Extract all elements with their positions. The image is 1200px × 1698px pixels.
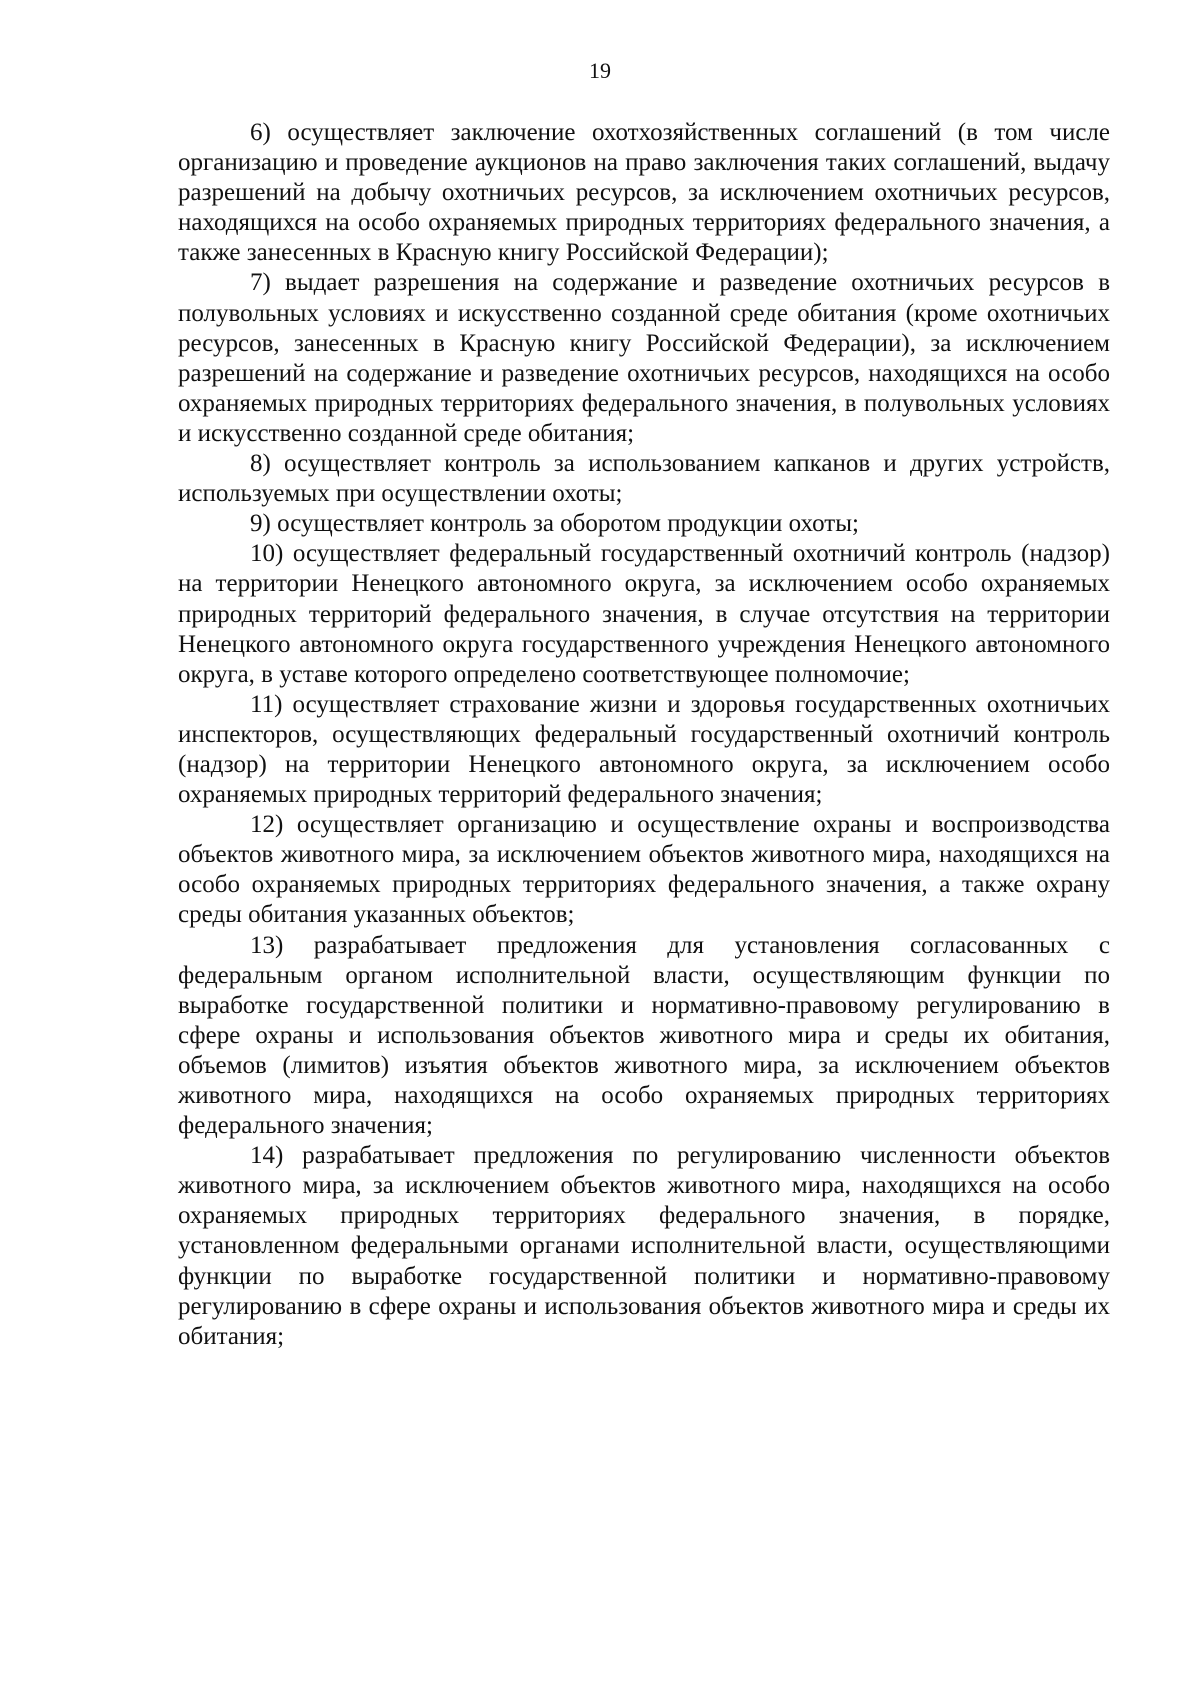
list-item-7: 7) выдает разрешения на содержание и разведение охотничьих ресурсов в полувольных условиях и искусственно созданной среде обитания (кроме охотничьих ресурсов, занесенных в Красную книгу Российской Федерации), за исключением разрешений на содержание и разведение охотничьих ресурсов, находящихся на особо охраняемых природных территориях федерального значения, в полувольных условиях и искусственно созданной среде обитания; [178,269,1110,447]
list-item-11: 11) осуществляет страхование жизни и здоровья государственных охотничьих инспекторов, осуществляющих федеральный государственный охотничий контроль (надзор) на территории Ненецкого автономного округа, за исключением особо охраняемых природных территорий федерального значения; [178,690,1110,809]
list-item-14: 14) разрабатывает предложения по регулированию численности объектов животного мира, за исключением объектов животного мира, находящихся на особо охраняемых природных территориях федерального значения, в порядке, установленном федеральными органами исполнительной власти, осуществляющими функции по выработке государственной политики и нормативно-правовому регулированию в сфере охраны и использования объектов животного мира и среды их обитания; [178,1142,1110,1350]
list-item-9: 9) осуществляет контроль за оборотом продукции охоты; [250,510,859,538]
document-body [178,118,1110,1352]
list-item-13: 13) разрабатывает предложения для установления согласованных с федеральным органом исполнительной власти, осуществляющим функции по выработке государственной политики и нормативно-правовому регулированию в сфере охраны и использования объектов животного мира и среды их обитания, объемов (лимитов) изъятия объектов животного мира, за исключением объектов животного мира, находящихся на особо охраняемых природных территориях федерального значения; [178,931,1110,1140]
list-item-6: 6) осуществляет заключение охотхозяйственных соглашений (в том числе организацию и проведение аукционов на право заключения таких соглашений, выдачу разрешений на добычу охотничьих ресурсов, за исключением охотничьих ресурсов, находящихся на особо охраняемых природных территориях федерального значения, а также занесенных в Красную книгу Российской Федерации); [178,119,1110,267]
list-item-12: 12) осуществляет организацию и осуществление охраны и воспроизводства объектов животного мира, за исключением объектов животного мира, находящихся на особо охраняемых природных территориях федерального значения, а также охрану среды обитания указанных объектов; [178,811,1110,929]
list-item-8: 8) осуществляет контроль за использованием капканов и других устройств, используемых при осуществлении охоты; [178,450,1110,508]
page-number: 19 [589,58,611,83]
list-item-10: 10) осуществляет федеральный государственный охотничий контроль (надзор) на территории Ненецкого автономного округа, за исключением особо охраняемых природных территорий федерального значения, в случае отсутствия на территории Ненецкого автономного округа государственного учреждения Ненецкого автономного округа, в уставе которого определено соответствующее полномочие; [178,540,1110,688]
